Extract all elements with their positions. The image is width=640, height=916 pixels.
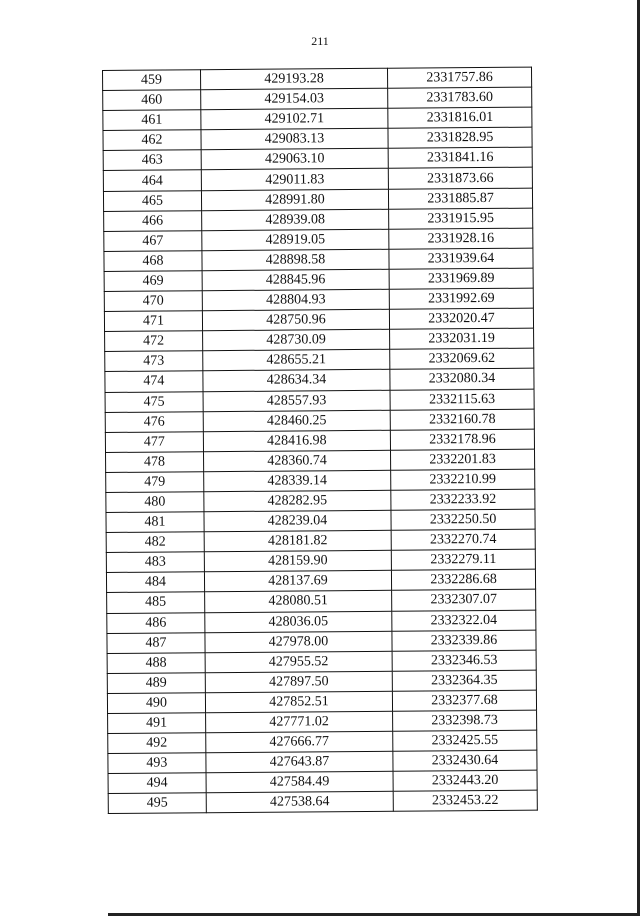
point-number-cell: 495 bbox=[108, 793, 206, 814]
x-coordinate-cell: 428181.82 bbox=[204, 530, 391, 552]
y-coordinate-cell: 2332377.68 bbox=[392, 690, 536, 711]
y-coordinate-cell: 2332115.63 bbox=[390, 389, 534, 410]
x-coordinate-cell: 428655.21 bbox=[203, 350, 390, 372]
x-coordinate-cell: 428750.96 bbox=[202, 309, 389, 331]
x-coordinate-cell: 428845.96 bbox=[202, 269, 389, 291]
x-coordinate-cell: 429193.28 bbox=[200, 68, 387, 90]
x-coordinate-cell: 428036.05 bbox=[205, 611, 392, 633]
y-coordinate-cell: 2332069.62 bbox=[390, 348, 534, 369]
x-coordinate-cell: 427584.49 bbox=[206, 772, 393, 794]
point-number-cell: 459 bbox=[103, 70, 201, 91]
coordinate-table bbox=[102, 67, 538, 815]
point-number-cell: 479 bbox=[106, 472, 204, 493]
table-row bbox=[103, 67, 532, 90]
y-coordinate-cell: 2332210.99 bbox=[391, 469, 535, 490]
y-coordinate-cell: 2332425.55 bbox=[393, 730, 537, 751]
x-coordinate-cell: 428730.09 bbox=[202, 329, 389, 351]
x-coordinate-cell: 428137.69 bbox=[204, 571, 391, 593]
y-coordinate-cell: 2332339.86 bbox=[392, 630, 536, 651]
x-coordinate-cell: 428919.05 bbox=[202, 229, 389, 251]
x-coordinate-cell: 428360.74 bbox=[203, 450, 390, 472]
y-coordinate-cell: 2332322.04 bbox=[392, 610, 536, 631]
y-coordinate-cell: 2331873.66 bbox=[388, 168, 532, 189]
y-coordinate-cell: 2331783.60 bbox=[388, 87, 532, 108]
x-coordinate-cell: 428634.34 bbox=[203, 370, 390, 392]
table-row bbox=[105, 389, 534, 412]
y-coordinate-cell: 2331828.95 bbox=[388, 127, 532, 148]
x-coordinate-cell: 428804.93 bbox=[202, 289, 389, 311]
table-row bbox=[104, 248, 533, 271]
table-row bbox=[108, 710, 537, 733]
table-row bbox=[103, 87, 532, 110]
x-coordinate-cell: 427897.50 bbox=[205, 671, 392, 693]
y-coordinate-cell: 2331757.86 bbox=[388, 67, 532, 88]
x-coordinate-cell: 429154.03 bbox=[201, 88, 388, 110]
point-number-cell: 478 bbox=[106, 451, 204, 472]
x-coordinate-cell: 429083.13 bbox=[201, 129, 388, 151]
x-coordinate-cell: 428339.14 bbox=[204, 470, 391, 492]
y-coordinate-cell: 2332031.19 bbox=[390, 328, 534, 349]
y-coordinate-cell: 2332201.83 bbox=[391, 449, 535, 470]
x-coordinate-cell: 427771.02 bbox=[205, 711, 392, 733]
table-row bbox=[105, 348, 534, 371]
x-coordinate-cell: 428080.51 bbox=[205, 591, 392, 613]
table-row bbox=[105, 429, 534, 452]
table-row bbox=[107, 590, 536, 613]
y-coordinate-cell: 2331816.01 bbox=[388, 107, 532, 128]
point-number-cell: 471 bbox=[104, 311, 202, 332]
y-coordinate-cell: 2332250.50 bbox=[391, 509, 535, 530]
page-number: 211 bbox=[311, 34, 329, 48]
point-number-cell: 476 bbox=[105, 411, 203, 432]
x-coordinate-cell: 427666.77 bbox=[206, 731, 393, 753]
point-number-cell: 490 bbox=[107, 693, 205, 714]
table-row bbox=[104, 308, 533, 331]
point-number-cell: 460 bbox=[103, 90, 201, 111]
x-coordinate-cell: 428239.04 bbox=[204, 510, 391, 532]
point-number-cell: 470 bbox=[104, 291, 202, 312]
y-coordinate-cell: 2332270.74 bbox=[391, 529, 535, 550]
point-number-cell: 485 bbox=[107, 592, 205, 613]
table-row bbox=[108, 770, 537, 793]
y-coordinate-cell: 2332364.35 bbox=[392, 670, 536, 691]
table-row bbox=[104, 288, 533, 311]
table-row bbox=[108, 750, 537, 773]
point-number-cell: 489 bbox=[107, 673, 205, 694]
table-row bbox=[107, 610, 536, 633]
point-number-cell: 494 bbox=[108, 773, 206, 794]
table-row bbox=[106, 549, 535, 572]
table-row bbox=[103, 188, 532, 211]
table-row bbox=[107, 630, 536, 653]
table-row bbox=[106, 569, 535, 592]
y-coordinate-cell: 2332307.07 bbox=[392, 590, 536, 611]
y-coordinate-cell: 2332453.22 bbox=[393, 790, 537, 811]
point-number-cell: 465 bbox=[103, 190, 201, 211]
x-coordinate-cell: 429063.10 bbox=[201, 149, 388, 171]
table-row bbox=[107, 690, 536, 713]
point-number-cell: 475 bbox=[105, 391, 203, 412]
x-coordinate-cell: 428460.25 bbox=[203, 410, 390, 432]
x-coordinate-cell: 427978.00 bbox=[205, 631, 392, 653]
point-number-cell: 473 bbox=[105, 351, 203, 372]
table-row bbox=[108, 790, 537, 813]
point-number-cell: 486 bbox=[107, 612, 205, 633]
table-row bbox=[107, 650, 536, 673]
y-coordinate-cell: 2332178.96 bbox=[390, 429, 534, 450]
x-coordinate-cell: 428898.58 bbox=[202, 249, 389, 271]
x-coordinate-cell: 427538.64 bbox=[206, 792, 393, 814]
point-number-cell: 491 bbox=[108, 713, 206, 734]
x-coordinate-cell: 428416.98 bbox=[203, 430, 390, 452]
point-number-cell: 472 bbox=[105, 331, 203, 352]
table-row bbox=[103, 147, 532, 170]
y-coordinate-cell: 2331885.87 bbox=[389, 188, 533, 209]
table-row bbox=[106, 489, 535, 512]
point-number-cell: 492 bbox=[108, 733, 206, 754]
x-coordinate-cell: 428557.93 bbox=[203, 390, 390, 412]
point-number-cell: 480 bbox=[106, 492, 204, 513]
x-coordinate-cell: 427643.87 bbox=[206, 751, 393, 773]
x-coordinate-cell: 428159.90 bbox=[204, 550, 391, 572]
table-row bbox=[105, 328, 534, 351]
x-coordinate-cell: 428282.95 bbox=[204, 490, 391, 512]
y-coordinate-cell: 2332443.20 bbox=[393, 770, 537, 791]
y-coordinate-cell: 2331928.16 bbox=[389, 228, 533, 249]
y-coordinate-cell: 2332430.64 bbox=[393, 750, 537, 771]
point-number-cell: 484 bbox=[106, 572, 204, 593]
point-number-cell: 474 bbox=[105, 371, 203, 392]
coordinate-table-body bbox=[103, 67, 538, 814]
point-number-cell: 466 bbox=[104, 210, 202, 231]
y-coordinate-cell: 2332279.11 bbox=[391, 549, 535, 570]
table-row bbox=[106, 529, 535, 552]
table-row bbox=[103, 168, 532, 191]
y-coordinate-cell: 2331992.69 bbox=[389, 288, 533, 309]
point-number-cell: 493 bbox=[108, 753, 206, 774]
point-number-cell: 482 bbox=[106, 532, 204, 553]
point-number-cell: 467 bbox=[104, 230, 202, 251]
point-number-cell: 468 bbox=[104, 251, 202, 272]
y-coordinate-cell: 2331915.95 bbox=[389, 208, 533, 229]
point-number-cell: 487 bbox=[107, 632, 205, 653]
y-coordinate-cell: 2332398.73 bbox=[393, 710, 537, 731]
point-number-cell: 461 bbox=[103, 110, 201, 131]
y-coordinate-cell: 2332286.68 bbox=[392, 569, 536, 590]
table-row bbox=[104, 228, 533, 251]
x-coordinate-cell: 427852.51 bbox=[205, 691, 392, 713]
point-number-cell: 463 bbox=[103, 150, 201, 171]
point-number-cell: 481 bbox=[106, 512, 204, 533]
point-number-cell: 477 bbox=[105, 431, 203, 452]
y-coordinate-cell: 2332080.34 bbox=[390, 369, 534, 390]
y-coordinate-cell: 2332160.78 bbox=[390, 409, 534, 430]
y-coordinate-cell: 2332020.47 bbox=[389, 308, 533, 329]
table-row bbox=[104, 208, 533, 231]
y-coordinate-cell: 2332233.92 bbox=[391, 489, 535, 510]
table-row bbox=[105, 409, 534, 432]
x-coordinate-cell: 429011.83 bbox=[201, 169, 388, 191]
table-row bbox=[103, 107, 532, 130]
table-row bbox=[104, 268, 533, 291]
y-coordinate-cell: 2331939.64 bbox=[389, 248, 533, 269]
table-row bbox=[103, 127, 532, 150]
x-coordinate-cell: 427955.52 bbox=[205, 651, 392, 673]
x-coordinate-cell: 428991.80 bbox=[201, 189, 388, 211]
point-number-cell: 483 bbox=[106, 552, 204, 573]
point-number-cell: 488 bbox=[107, 652, 205, 673]
table-row bbox=[106, 509, 535, 532]
x-coordinate-cell: 428939.08 bbox=[202, 209, 389, 231]
table-row bbox=[107, 670, 536, 693]
point-number-cell: 462 bbox=[103, 130, 201, 151]
y-coordinate-cell: 2332346.53 bbox=[392, 650, 536, 671]
y-coordinate-cell: 2331841.16 bbox=[388, 147, 532, 168]
table-row bbox=[106, 469, 535, 492]
y-coordinate-cell: 2331969.89 bbox=[389, 268, 533, 289]
table-row bbox=[108, 730, 537, 753]
x-coordinate-cell: 429102.71 bbox=[201, 108, 388, 130]
point-number-cell: 464 bbox=[103, 170, 201, 191]
point-number-cell: 469 bbox=[104, 271, 202, 292]
table-row bbox=[106, 449, 535, 472]
table-row bbox=[105, 369, 534, 392]
